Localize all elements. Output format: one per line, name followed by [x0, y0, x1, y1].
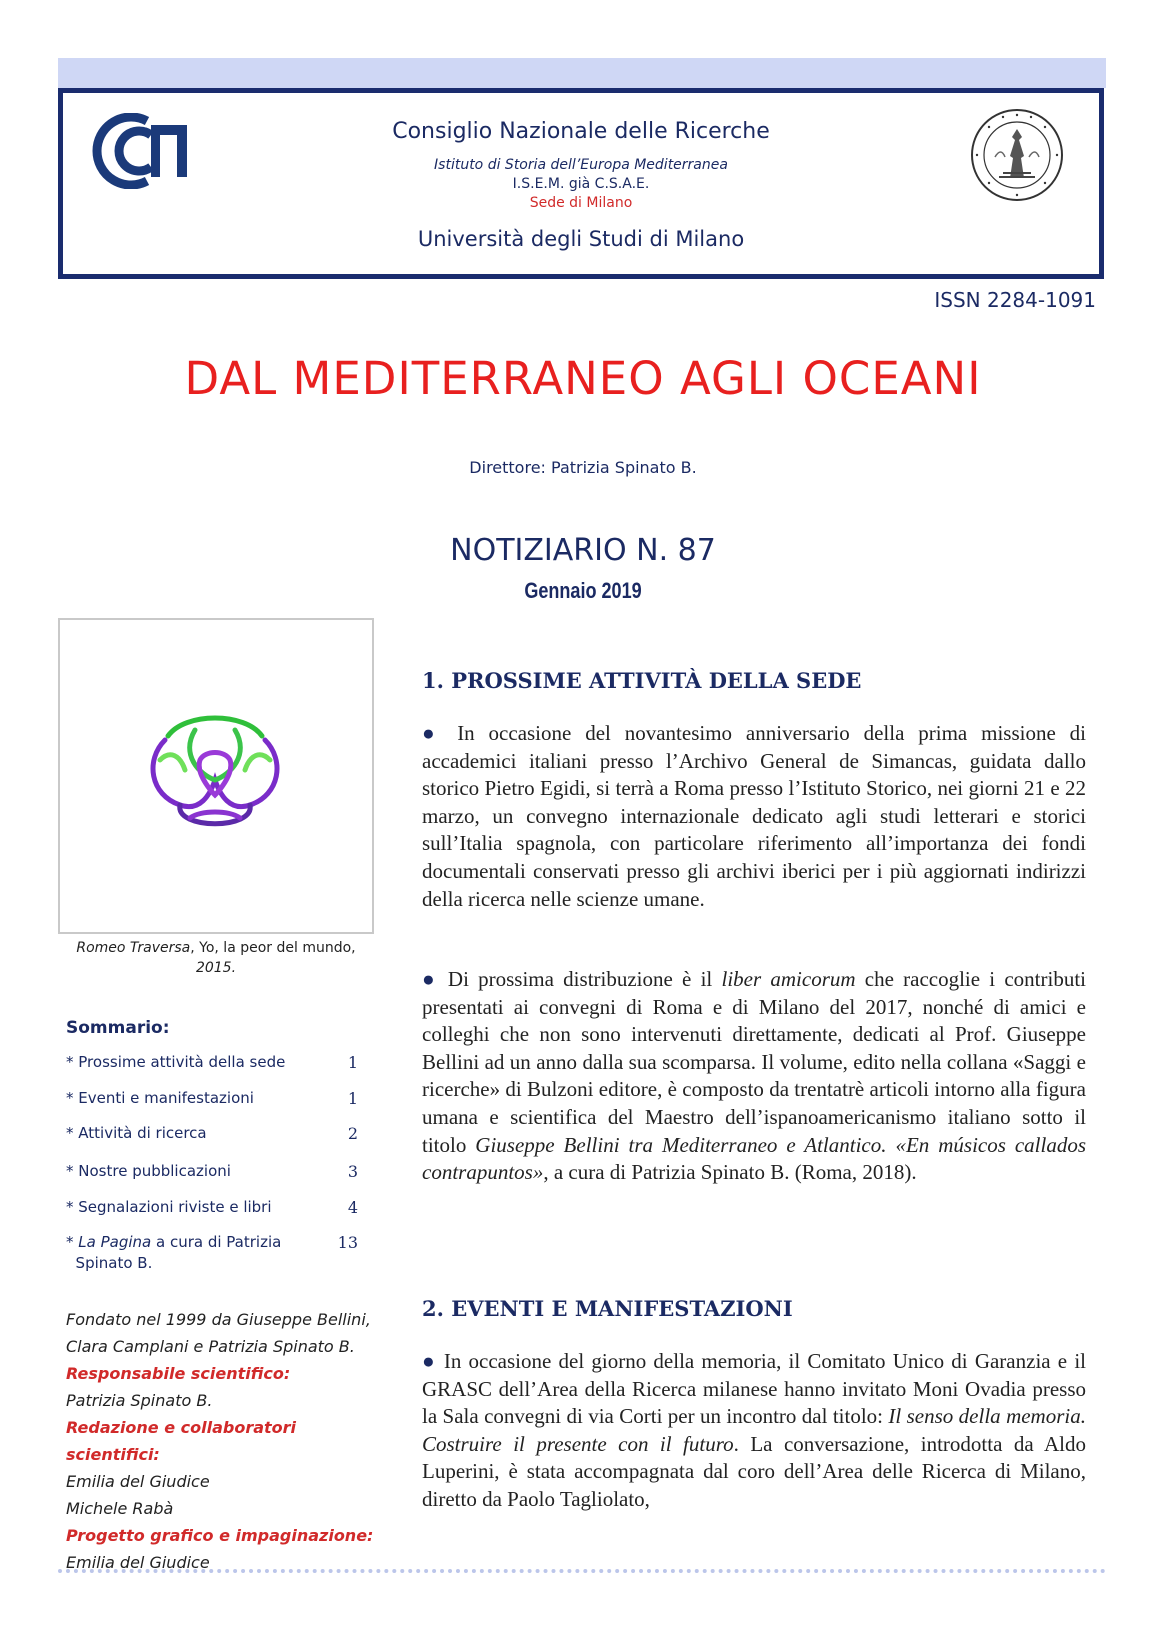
- bullet-icon: ●: [422, 721, 444, 745]
- issue-date: Gennaio 2019: [524, 578, 642, 603]
- resp-name: Patrizia Spinato B.: [66, 1391, 213, 1410]
- toc-page: 4: [347, 1198, 358, 1217]
- section-title: 1. PROSSIME ATTIVITÀ DELLA SEDE: [422, 668, 862, 693]
- footer-divider: [58, 1569, 1106, 1573]
- toc-page: 1: [347, 1089, 358, 1108]
- newsletter-title: DAL MEDITERRANEO AGLI OCEANI: [184, 352, 982, 405]
- sede-name: Sede di Milano: [529, 195, 633, 211]
- caption-title: , Yo, la peor del mundo,: [190, 940, 356, 956]
- founded-line-2: Clara Camplani e Patrizia Spinato B.: [66, 1337, 355, 1356]
- founded-line-1: Fondato nel 1999 da Giuseppe Bellini,: [66, 1310, 371, 1329]
- redazione-name: Michele Rabà: [66, 1499, 174, 1518]
- institution-header: [58, 88, 1104, 279]
- university-seal-icon: [969, 107, 1065, 203]
- bullet-icon: ●: [422, 967, 439, 991]
- section-paragraph: ● In occasione del novantesimo anniversario della prima missione di accademici italiani presso l’Archivo General de Simancas, guidata dallo storico Pietro Egidi, si terrà a Roma presso l’Istituto Storico, nei giorni 21 e 22 marzo, un convegno internazionale dedicato agli studi letterari e storici sull’Italia spagnola, con particolare riferimento all’importanza dei fondi documentali conservati presso gli archivi iberici per i più aggiornati indirizzi della ricerca nelle scienze umane.: [422, 721, 1087, 911]
- redazione-label: Redazione e collaboratori scientifici:: [66, 1418, 297, 1464]
- issue-number: NOTIZIARIO N. 87: [450, 533, 716, 568]
- institute-name: Istituto di Storia dell’Europa Mediterranea: [434, 157, 728, 173]
- cnr-logo-icon: [89, 113, 199, 189]
- toc-page: 1: [347, 1053, 358, 1072]
- toc-label: * Nostre pubblicazioni: [66, 1162, 231, 1180]
- bullet-icon: ●: [422, 1349, 437, 1373]
- issn: ISSN 2284-1091: [934, 288, 1096, 312]
- toc-label: * Eventi e manifestazioni: [66, 1089, 254, 1107]
- section-paragraph: ● In occasione del giorno della memoria, il Comitato Unico di Garanzia e il GRASC dell’Area della Ricerca milanese hanno invitato Moni Ovadia presso la Sala convegni di via Corti per un incontro dal titolo: Il senso della memoria. Costruire il presente con il futuro. La conversazione, introdotta da Aldo Luperini, è stata accompagnata dal coro dell’Area delle Ricerca di Milano, diretto da Paolo Tagliolato,: [422, 1349, 1086, 1511]
- toc-item[interactable]: [66, 1232, 366, 1274]
- progetto-label: Progetto grafico e impaginazione:: [66, 1526, 374, 1545]
- caption-year: 2015.: [195, 960, 237, 976]
- director-line: Direttore: Patrizia Spinato B.: [469, 458, 697, 477]
- toc-label: * Attività di ricerca: [66, 1124, 207, 1142]
- section-title: 2. EVENTI E MANIFESTAZIONI: [422, 1296, 793, 1321]
- toc-label: * Prossime attività della sede: [66, 1053, 286, 1071]
- cnr-name: Consiglio Nazionale delle Ricerche: [392, 119, 770, 144]
- toc-page: 3: [347, 1162, 358, 1181]
- toc-label: * Segnalazioni riviste e libri: [66, 1198, 272, 1216]
- isem-name: I.S.E.M. già C.S.A.E.: [512, 176, 650, 192]
- toc-label: * La Pagina a cura di Patrizia Spinato B.: [66, 1233, 282, 1272]
- toc-item[interactable]: [66, 1052, 366, 1073]
- caption-author: Romeo Traversa: [76, 940, 191, 956]
- section-paragraph: ● Di prossima distribuzione è il liber amicorum che raccoglie i contributi presentati ai convegni di Roma e di Milano del 2017, nonché di amici e colleghi che non sono intervenuti direttamente, dedicati al Prof. Giuseppe Bellini ad un anno dalla sua scomparsa. Il volume, edito nella collana «Saggi e ricerche» di Bulzoni editore, è composto da trentatrè articoli intorno alla figura umana e scientifica del Maestro dell’ispanoamericanismo italiano sotto il titolo Giuseppe Bellini tra Mediterraneo e Atlantico. «En músicos callados contrapuntos», a cura di Patrizia Spinato B. (Roma, 2018).: [422, 967, 1087, 1185]
- toc-item[interactable]: [66, 1161, 366, 1182]
- artwork-frame: [58, 618, 374, 934]
- toc-item[interactable]: [66, 1123, 366, 1144]
- toc-item[interactable]: [66, 1088, 366, 1109]
- resp-label: Responsabile scientifico:: [66, 1364, 291, 1383]
- toc-page: 13: [337, 1233, 358, 1252]
- toc-item[interactable]: [66, 1197, 366, 1218]
- artwork-caption: [58, 938, 374, 978]
- university-name: Università degli Studi di Milano: [417, 227, 745, 251]
- toc-page: 2: [347, 1124, 358, 1143]
- sommario-title: Sommario:: [66, 1018, 170, 1038]
- progetto-name: Emilia del Giudice: [66, 1553, 210, 1572]
- header-band: [58, 58, 1106, 88]
- redazione-name: Emilia del Giudice: [66, 1472, 210, 1491]
- credits-block: [66, 1306, 386, 1576]
- celtic-knot-artwork: [140, 700, 290, 845]
